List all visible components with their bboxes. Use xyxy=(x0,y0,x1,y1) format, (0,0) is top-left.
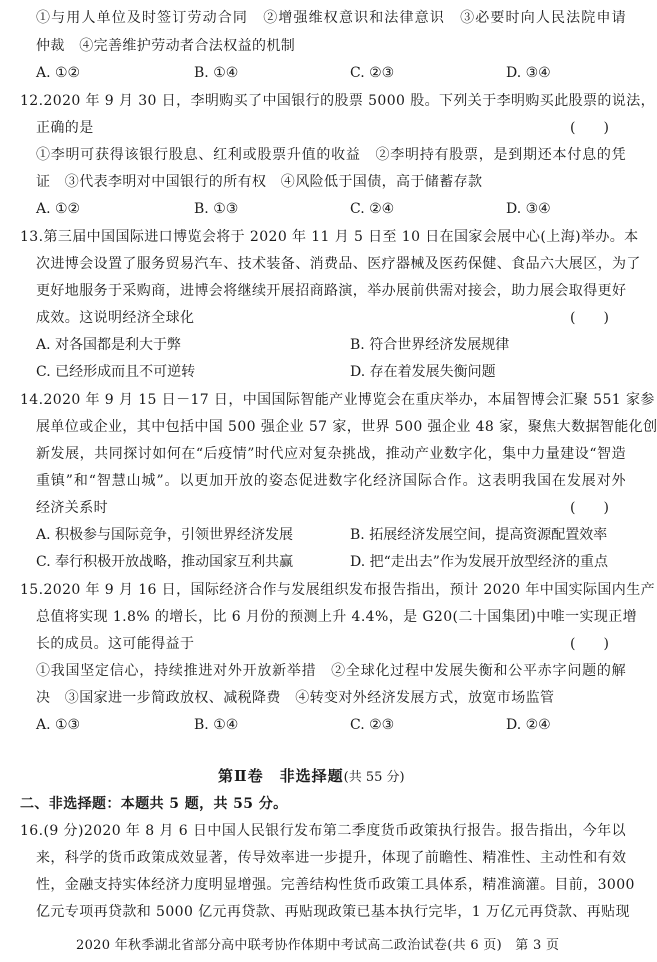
q16-stem-line-1: 16.(9 分)2020 年 8 月 6 日中国人民银行发布第二季度货币政策执行报告。报告指出，今年以 xyxy=(20,823,626,839)
q13-stem-line-4: 成效。这说明经济全球化 xyxy=(36,310,195,326)
section-title xyxy=(218,765,405,786)
q14-stem-line-2: 展单位或企业，其中包括中国 500 强企业 57 家，世界 500 强企业 48 家，聚焦大数据智能化创 xyxy=(36,419,657,435)
q15-statement-line-1: ①我国坚定信心，持续推进对外开放新举措 ②全球化过程中发展失衡和公平赤字问题的解 xyxy=(36,663,626,679)
q13-option-a[interactable]: A. 对各国都是利大于弊 xyxy=(36,337,182,353)
page-footer: 2020 年秋季湖北省部分高中联考协作体期中考试高二政治试卷(共 6 页) 第 3 页 xyxy=(76,938,560,953)
q13-answer-bracket[interactable]: ( ) xyxy=(570,310,609,326)
q13-option-d[interactable]: D. 存在着发展失衡问题 xyxy=(350,364,496,380)
q15-stem-line-3: 长的成员。这可能得益于 xyxy=(36,636,195,652)
section-title-main: 第Ⅱ卷 非选择题 xyxy=(218,767,344,785)
q15-answer-bracket[interactable]: ( ) xyxy=(570,636,609,652)
q13-option-b[interactable]: B. 符合世界经济发展规律 xyxy=(350,337,510,353)
q12-statement-line-1: ①李明可获得该银行股息、红利或股票升值的收益 ②李明持有股票，是到期还本付息的凭 xyxy=(36,147,626,163)
q11-option-b[interactable]: B. ①④ xyxy=(194,65,239,81)
q11-statement-line-1: ①与用人单位及时签订劳动合同 ②增强维权意识和法律意识 ③必要时向人民法院申请 xyxy=(36,10,626,26)
q13-option-c[interactable]: C. 已经形成而且不可逆转 xyxy=(36,364,196,380)
q12-option-b[interactable]: B. ①③ xyxy=(194,201,239,217)
q14-option-c[interactable]: C. 奉行积极开放战略，推动国家互利共赢 xyxy=(36,554,294,570)
part-heading: 二、非选择题：本题共 5 题，共 55 分。 xyxy=(20,796,288,812)
q15-option-a[interactable]: A. ①③ xyxy=(36,717,81,733)
q14-stem-line-1: 14.2020 年 9 月 15 日－17 日，中国国际智能产业博览会在重庆举办，本届智博会汇聚 551 家参 xyxy=(20,392,655,408)
q14-stem-line-3: 新发展，共同探讨如何在“后疫情”时代应对复杂挑战，推动产业数字化，集中力量建设“智造 xyxy=(36,446,626,462)
q15-stem-line-2: 总值将实现 1.8% 的增长，比 6 月份的预测上升 4.4%，是 G20(二十国集团)中唯一实现正增 xyxy=(36,609,638,625)
q13-stem-line-1: 13.第三届中国国际进口博览会将于 2020 年 11 月 5 日至 10 日在国家会展中心(上海)举办。本 xyxy=(20,229,639,245)
q14-answer-bracket[interactable]: ( ) xyxy=(570,500,609,516)
q15-option-d[interactable]: D. ②④ xyxy=(506,717,551,733)
q15-stem-line-1: 15.2020 年 9 月 16 日，国际经济合作与发展组织发布报告指出，预计 2020 年中国实际国内生产 xyxy=(20,582,655,598)
q12-answer-bracket[interactable]: ( ) xyxy=(570,120,609,136)
q12-option-a[interactable]: A. ①② xyxy=(36,201,81,217)
q13-stem-line-2: 次进博会设置了服务贸易汽车、技术装备、消费品、医疗器械及医药保健、食品六大展区，为了 xyxy=(36,256,641,272)
q12-statement-line-2: 证 ③代表李明对中国银行的所有权 ④风险低于国债，高于储蓄存款 xyxy=(36,174,483,190)
q15-option-c[interactable]: C. ②③ xyxy=(350,717,395,733)
q15-option-b[interactable]: B. ①④ xyxy=(194,717,239,733)
q14-option-d[interactable]: D. 把“走出去”作为发展开放型经济的重点 xyxy=(350,554,608,570)
q14-option-b[interactable]: B. 拓展经济发展空间，提高资源配置效率 xyxy=(350,527,608,543)
q12-stem-line-2: 正确的是 xyxy=(36,120,94,136)
q14-stem-line-4: 重镇”和“智慧山城”。以更加开放的姿态促进数字化经济国际合作。这表明我国在发展对外 xyxy=(36,473,626,489)
q11-option-c[interactable]: C. ②③ xyxy=(350,65,395,81)
q12-option-d[interactable]: D. ③④ xyxy=(506,201,551,217)
q16-stem-line-3: 性，金融支持实体经济力度明显增强。完善结构性货币政策工具体系，精准滴灌。目前，3000 xyxy=(36,877,635,893)
q14-stem-line-5: 经济关系时 xyxy=(36,500,108,516)
q15-statement-line-2: 决 ③国家进一步简政放权、减税降费 ④转变对外经济发展方式，放宽市场监管 xyxy=(36,690,555,706)
q16-stem-line-4: 亿元专项再贷款和 5000 亿元再贷款、再贴现政策已基本执行完毕，1 万亿元再贷款、再贴现 xyxy=(36,904,630,920)
q11-option-d[interactable]: D. ③④ xyxy=(506,65,551,81)
q16-stem-line-2: 来，科学的货币政策成效显著，传导效率进一步提升，体现了前瞻性、精准性、主动性和有效 xyxy=(36,850,627,866)
q12-stem-line-1: 12.2020 年 9 月 30 日，李明购买了中国银行的股票 5000 股。下列关于李明购买此股票的说法， xyxy=(20,93,655,109)
q11-statement-line-2: 仲裁 ④完善维护劳动者合法权益的机制 xyxy=(36,38,296,54)
q14-option-a[interactable]: A. 积极参与国际竞争，引领世界经济发展 xyxy=(36,527,294,543)
q12-option-c[interactable]: C. ②④ xyxy=(350,201,395,217)
q11-option-a[interactable]: A. ①② xyxy=(36,65,81,81)
section-title-score: (共 55 分) xyxy=(343,770,405,785)
q13-stem-line-3: 更好地服务于采购商，进博会将继续开展招商路演，举办展前供需对接会，助力展会取得更好 xyxy=(36,283,627,299)
